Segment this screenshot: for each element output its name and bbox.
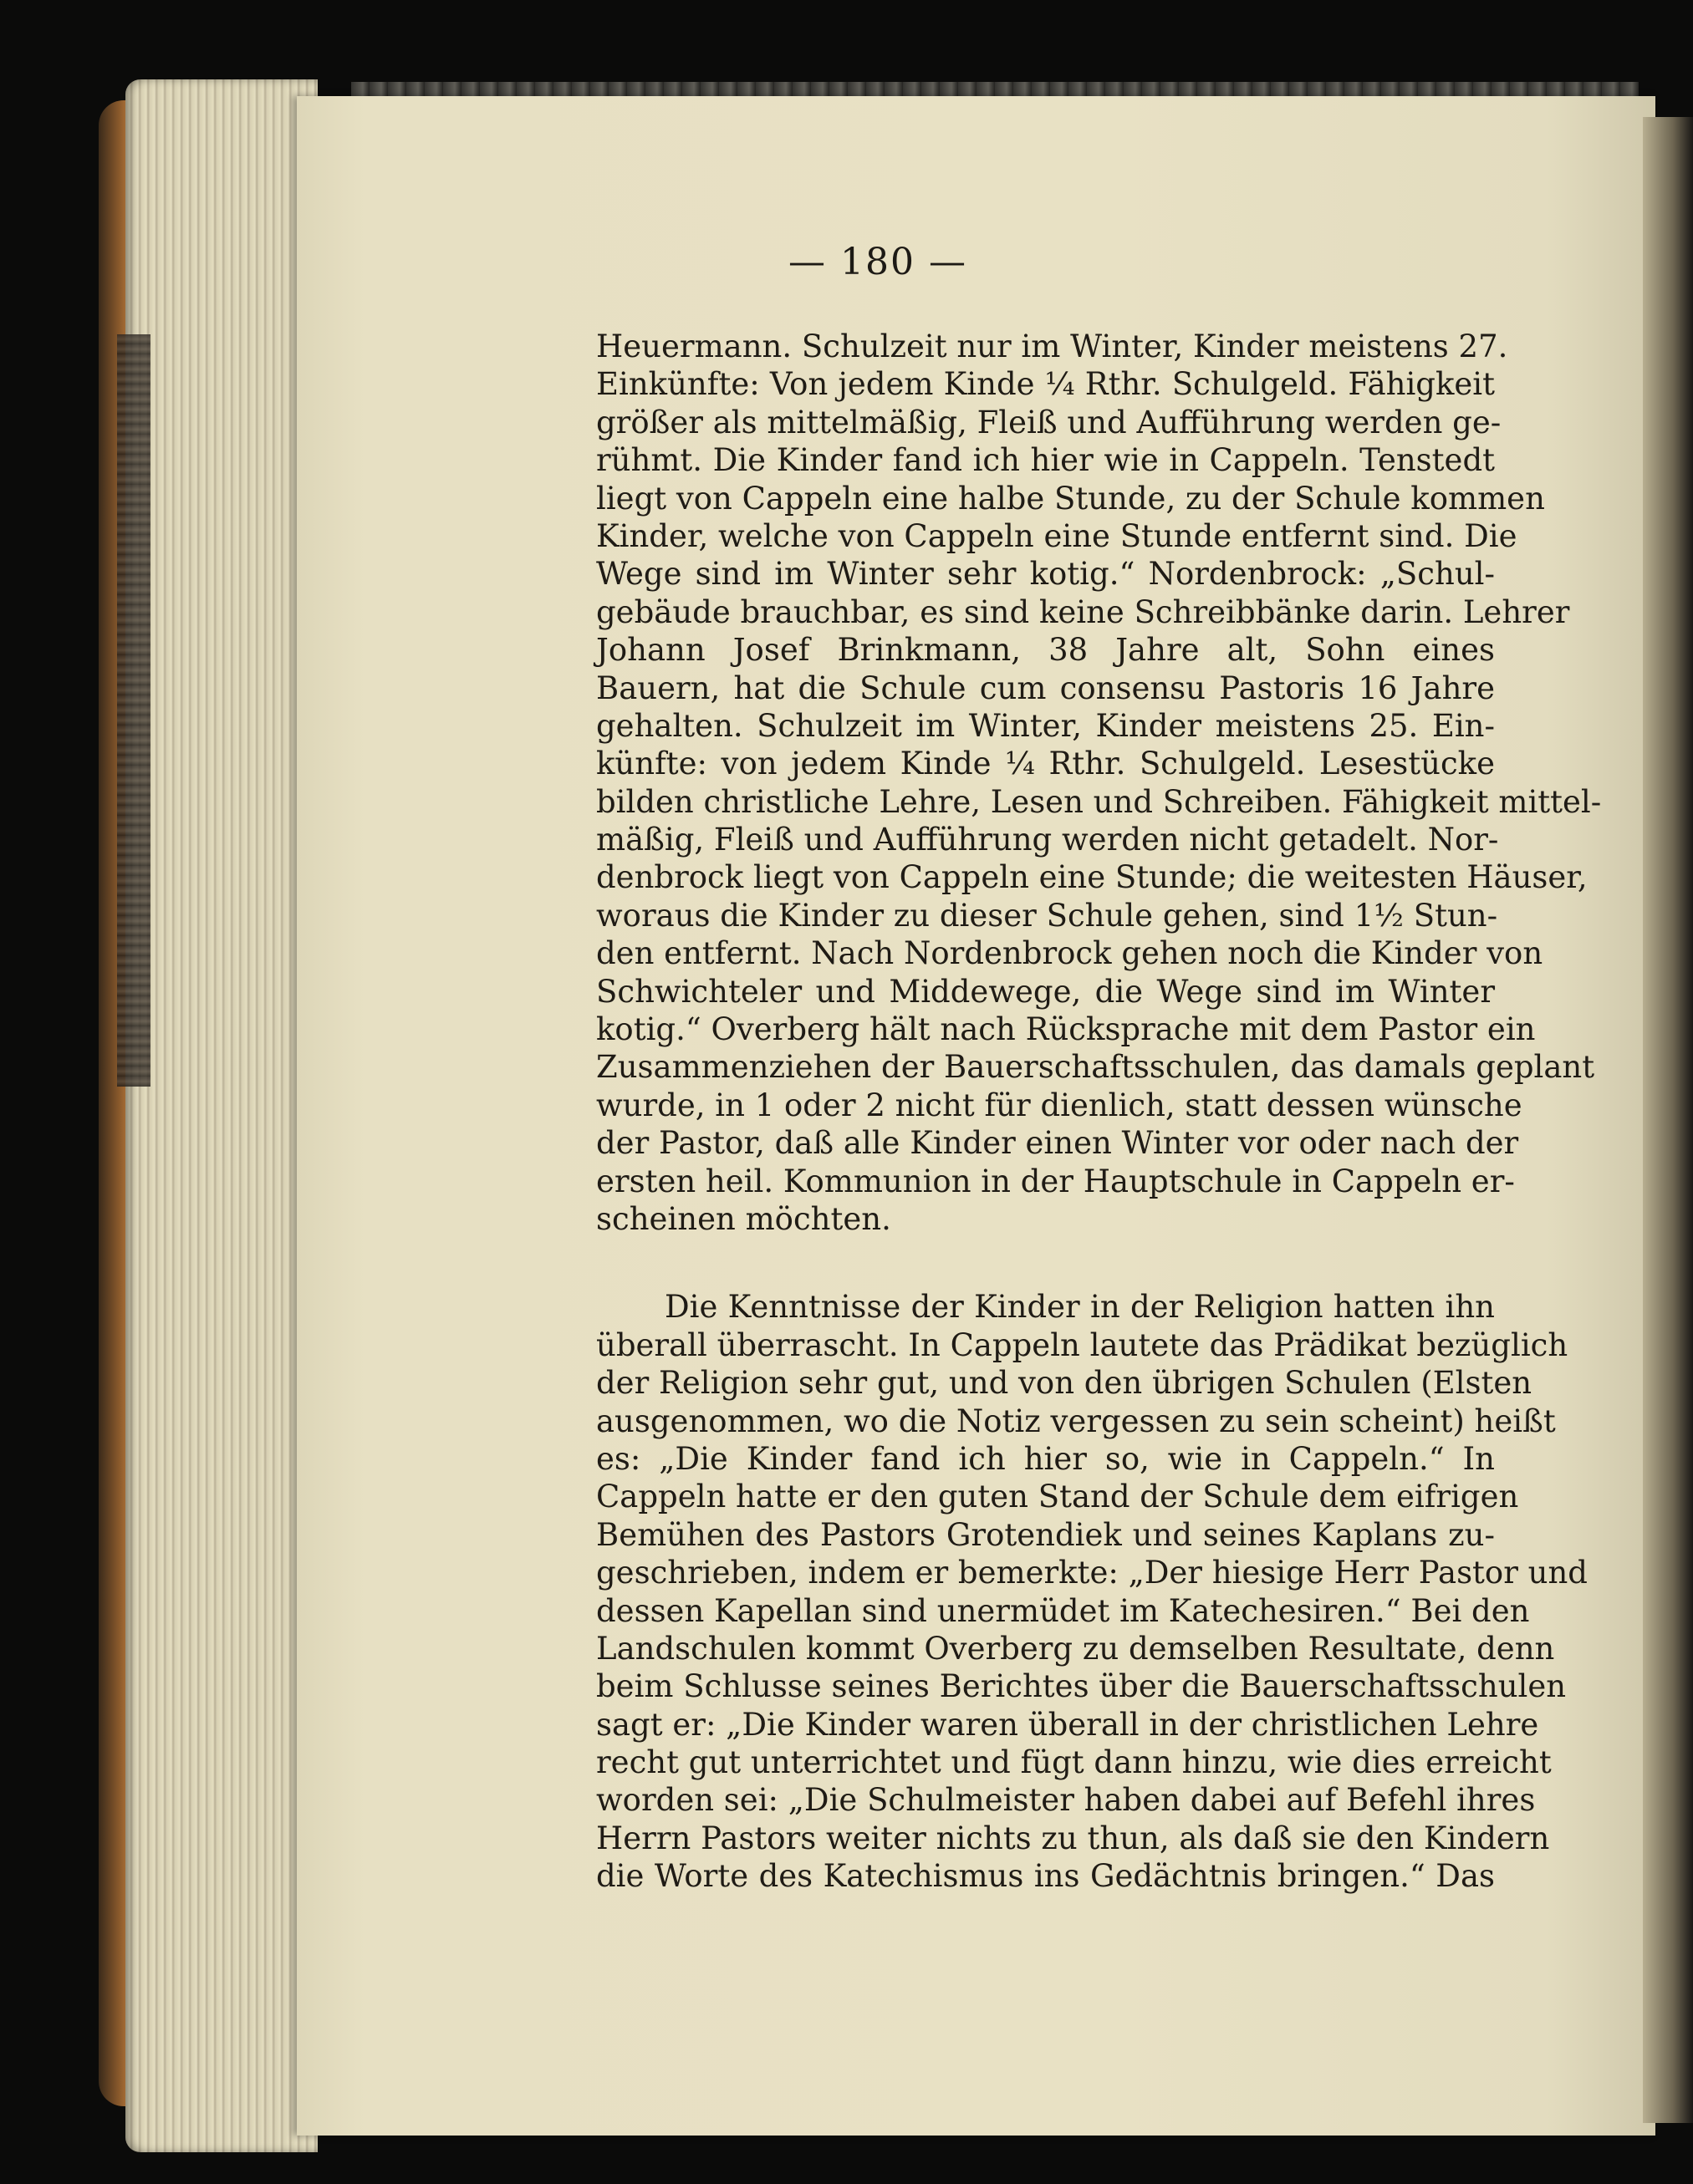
page-number: — 180 —: [788, 241, 967, 283]
text-line: gebäude brauchbar, es sind keine Schreibbänke darin. Lehrer: [596, 593, 1570, 630]
paragraph-gap: [596, 1238, 1495, 1288]
text-line: liegt von Cappeln eine halbe Stunde, zu der Schule kommen: [596, 480, 1545, 517]
text-line: geschrieben, indem er bemerkte: „Der hiesige Herr Pastor und: [596, 1555, 1588, 1591]
text-line: bilden christliche Lehre, Lesen und Schreiben. Fähigkeit mittel-: [596, 783, 1602, 820]
text-line: Wege sind im Winter sehr kotig.“ Nordenbrock: „Schul-: [596, 556, 1495, 593]
text-line: Johann Josef Brinkmann, 38 Jahre alt, Sohn eines: [596, 632, 1495, 669]
page-gutter: [1643, 117, 1693, 2123]
text-line: Zusammenziehen der Bauerschaftsschulen, das damals geplant: [596, 1049, 1595, 1086]
text-line: größer als mittelmäßig, Fleiß und Aufführung werden ge-: [596, 404, 1502, 440]
text-line: recht gut unterrichtet und fügt dann hinzu, wie dies erreicht: [596, 1744, 1552, 1781]
text-line: überall überrascht. In Cappeln lautete das Prädikat bezüglich: [596, 1326, 1568, 1363]
text-line: Die Kenntnisse der Kinder in der Religion hatten ihn: [665, 1289, 1495, 1326]
paragraph: [596, 1288, 1588, 1895]
text-line: den entfernt. Nach Nordenbrock gehen noch die Kinder von: [596, 935, 1543, 972]
text-line: dessen Kapellan sind unermüdet im Katechesiren.“ Bei den: [596, 1592, 1530, 1629]
text-line: Schwichteler und Middewege, die Wege sind im Winter: [596, 973, 1495, 1010]
text-line: künfte: von jedem Kinde ¼ Rthr. Schulgeld. Lesestücke: [596, 746, 1495, 782]
text-line: Landschulen kommt Overberg zu demselben Resultate, denn: [596, 1630, 1555, 1667]
text-line: ersten heil. Kommunion in der Hauptschule in Cappeln er-: [596, 1163, 1515, 1199]
text-line: Bemühen des Pastors Grotendiek und seines Kaplans zu-: [596, 1516, 1495, 1553]
text-line: der Pastor, daß alle Kinder einen Winter vor oder nach der: [596, 1125, 1519, 1162]
text-line: der Religion sehr gut, und von den übrigen Schulen (Elsten: [596, 1365, 1532, 1402]
text-line: beim Schlusse seines Berichtes über die Bauerschaftsschulen: [596, 1668, 1567, 1705]
page-edge-stack: [125, 79, 318, 2152]
text-line: woraus die Kinder zu dieser Schule gehen, sind 1½ Stun-: [596, 897, 1498, 934]
text-line: Kinder, welche von Cappeln eine Stunde entfernt sind. Die: [596, 517, 1517, 554]
text-line: Herrn Pastors weiter nichts zu thun, als daß sie den Kindern: [596, 1820, 1550, 1856]
text-line: es: „Die Kinder fand ich hier so, wie in Cappeln.“ In: [596, 1440, 1495, 1477]
text-line: ausgenommen, wo die Notiz vergessen zu sein scheint) heißt: [596, 1403, 1556, 1439]
text-line: Heuermann. Schulzeit nur im Winter, Kinder meistens 27.: [596, 328, 1508, 364]
text-line: wurde, in 1 oder 2 nicht für dienlich, statt dessen wünsche: [596, 1087, 1522, 1123]
text-line: Bauern, hat die Schule cum consensu Pastoris 16 Jahre: [596, 669, 1495, 706]
body-text: [596, 328, 1602, 1896]
text-line: rühmt. Die Kinder fand ich hier wie in Cappeln. Tenstedt: [596, 442, 1495, 479]
paragraph: [596, 328, 1602, 1238]
spine-binding: [117, 334, 150, 1087]
text-line: denbrock liegt von Cappeln eine Stunde; die weitesten Häuser,: [596, 859, 1588, 896]
text-line: Einkünfte: Von jedem Kinde ¼ Rthr. Schulgeld. Fähigkeit: [596, 366, 1495, 403]
text-line: worden sei: „Die Schulmeister haben dabei auf Befehl ihres: [596, 1782, 1536, 1819]
text-line: Cappeln hatte er den guten Stand der Schule dem eifrigen: [596, 1479, 1519, 1515]
text-line: scheinen möchten.: [596, 1200, 891, 1237]
text-line: kotig.“ Overberg hält nach Rücksprache mit dem Pastor ein: [596, 1011, 1536, 1048]
text-line: mäßig, Fleiß und Aufführung werden nicht getadelt. Nor-: [596, 822, 1499, 858]
text-line: sagt er: „Die Kinder waren überall in der christlichen Lehre: [596, 1706, 1539, 1743]
text-line: gehalten. Schulzeit im Winter, Kinder meistens 25. Ein-: [596, 707, 1495, 744]
text-line: die Worte des Katechismus ins Gedächtnis bringen.“ Das: [596, 1858, 1495, 1895]
